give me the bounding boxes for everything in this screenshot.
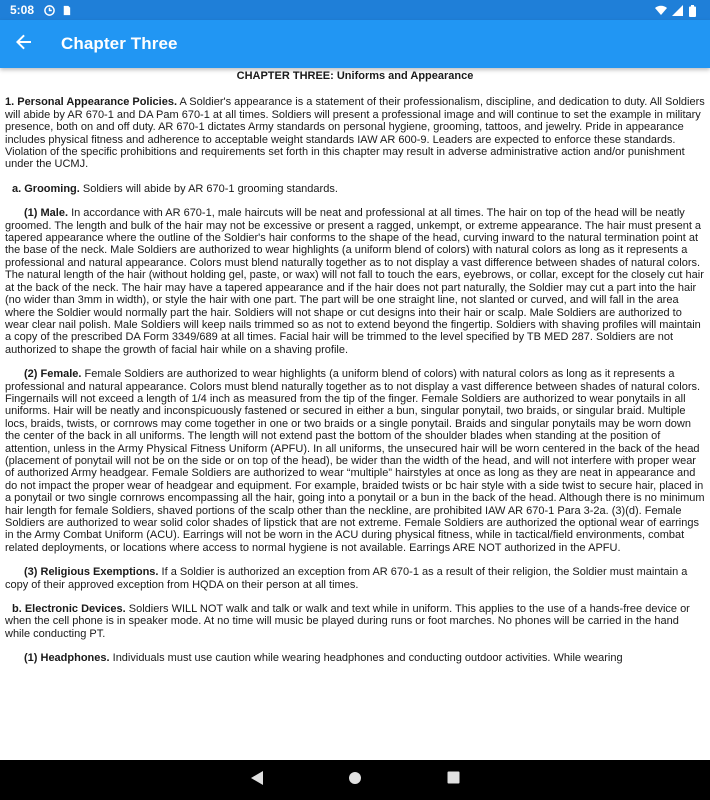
paragraph-female <box>5 368 705 554</box>
paragraph-religious-exemptions <box>5 566 705 591</box>
paragraph-headphones <box>5 652 705 664</box>
battery-icon <box>689 5 700 16</box>
system-nav-bar <box>0 760 710 800</box>
paragraph-label: (3) Religious Exemptions. <box>24 566 159 579</box>
paragraph-text: Individuals must use caution while wearing headphones and conducting outdoor activities. While wearing <box>109 652 623 665</box>
nav-back-button[interactable] <box>247 770 267 790</box>
document-heading: CHAPTER THREE: Uniforms and Appearance <box>236 70 474 82</box>
signal-icon <box>672 5 683 16</box>
paragraph-text: A Soldier's appearance is a statement of their professionalism, discipline, and dedication to duty. All Soldiers will abide by AR 670-1 and DA Pam 670-1 at all times. Soldiers will present a professional image and will continue to set the example in military presence, both on and off duty. AR 670-1 dictates Army standards on personal hygiene, grooming, tattoos, and jewelry. Pride in appearance includes physical fitness and adherence to acceptable weight standards IAW AR 600-9. Leaders are expected to enforce these standards. Violation of the specific prohibitions and requirements set forth in this chapter may result in adverse administrative action and/or punishment under the UCMJ. <box>5 96 705 171</box>
arrow-back-icon <box>16 34 32 55</box>
sd-card-icon <box>61 5 72 16</box>
paragraph-text: Soldiers will abide by AR 670-1 grooming standards. <box>79 182 338 195</box>
paragraph-label: (1) Headphones. <box>24 652 110 665</box>
paragraph-label: (2) Female. <box>24 368 82 381</box>
paragraph-label: 1. Personal Appearance Policies. <box>5 96 178 109</box>
nav-home-icon <box>348 771 362 790</box>
sync-icon <box>44 5 55 16</box>
paragraph-text: If a Soldier is authorized an exception from AR 670-1 as a result of their religion, the Soldier must maintain a copy of their approved exception from HQDA on their person at all times. <box>5 566 688 591</box>
paragraph-electronic-devices <box>5 603 705 640</box>
paragraph-label: (1) Male. <box>24 207 69 220</box>
nav-recents-button[interactable] <box>443 770 463 790</box>
status-bar <box>0 0 710 20</box>
wifi-icon <box>655 5 666 16</box>
paragraph-label: a. Grooming. <box>12 182 80 195</box>
paragraph-personal-appearance <box>5 96 705 170</box>
paragraph-male <box>5 207 705 356</box>
document-scroll-view[interactable] <box>0 68 710 760</box>
paragraph-text: Soldiers WILL NOT walk and talk or walk and text while in uniform. This applies to the use of a hands-free device or when the cell phone is in speaker mode. At no time will music be played during runs or foot marches. No phones will be carried in the hand while conducting PT. <box>5 603 690 640</box>
paragraph-text: In accordance with AR 670-1, male haircuts will be neat and professional at all times. The hair on top of the head will be neatly groomed. The length and bulk of the hair may not be excessive or present a ragged, unkempt, or extreme appearance. The hair must present a tapered appearance where the outline of the Soldier's hair conforms to the shape of the head, curving inward to the natural termination point at the base of the neck. Male Soldiers are authorized to wear highlights (a uniform blend of colors) with natural colors as long as it represents a professional and natural appearance. Colors must blend naturally together as to not display a vast difference between shades of natural colors. The natural length of the hair (without holding gel, paste, or wax) will not fall to touch the ears, eyebrows, or collar, except for the closely cut hair at the back of the neck. The hair may have a tapered appearance and if the hair does not part naturally, the Soldier may cut a part into the hair (no wider than 3mm in width), or style the hair with one part. The part will be one straight line, not slanted or curved, and will fall in the area where the Soldier would normally part the hair. Soldiers will not shape or cut designs into their hair or scalp. Male Soldiers are authorized to wear clear nail polish. Male Soldiers will keep nails trimmed so as not to extend beyond the fingertip. Soldiers with shaving profiles will maintain a copy of the prescribed DA Form 3349/689 at all times. Facial hair will be trimmed to the level specified by TB MED 287. Soldiers are not authorized to shape the growth of facial hair while on a shaving profile. <box>5 207 704 356</box>
app-title: Chapter Three <box>61 34 178 53</box>
status-time: 5:08 <box>10 3 35 17</box>
nav-home-button[interactable] <box>345 770 365 790</box>
nav-recents-icon <box>447 771 460 789</box>
back-button[interactable] <box>0 20 48 68</box>
paragraph-label: b. Electronic Devices. <box>12 603 126 616</box>
paragraph-text: Female Soldiers are authorized to wear highlights (a uniform blend of colors) with natural colors as long as it represents a professional and natural appearance. Colors must blend naturally together as to not display a vast difference between shades of natural colors. Fingernails will not exceed a length of 1/4 inch as measured from the tip of the finger. Female Soldiers are authorized to wear ponytails in all uniforms. Hair will be neatly and inconspicuously fastened or secured in either a bun, singular ponytail, two braids, or singular braid. Multiple locs, braids, twists, or cornrows may come together in one or two braids or a single ponytail. Braids and singular ponytails may be worn down the center of the back in all uniforms. The length will not extend past the bottom of the shoulder blades when standing at the position of attention, unless in the Army Physical Fitness Uniform (APFU). In all uniforms, the unsecured hair will be worn centered in the back of the head (placement of ponytail will not be on the side or on top of the head), be wider than the width of the head, and will not interfere with proper wear of authorized Army headgear. Female Soldiers are authorized to wear “multiple” hairstyles at once as long as they are neat in appearance and do not impact the proper wear of headgear and equipment. For example, braided twists or bc hair style with a side twist to secure hair, placed in a ponytail or two single cornrows encompassing all the hair, going into a ponytail or a bun in the back of the head. Although there is no minimum hair length for female Soldiers, shaved portions of the scalp other than the neckline, are prohibited IAW AR 670-1 Para 3-2a. (3)(d). Female Soldiers are authorized to wear solid color shades of lipstick that are not extreme. Female Soldiers are authorized the optional wear of earrings in the Army Combat Uniform (ACU). Earrings will not be worn in the ACU during physical fitness, while in tactical/field environments, combat related deployments, or locations where access to normal hygiene is not available. Earrings ARE NOT authorized in the APFU. <box>5 368 705 554</box>
paragraph-grooming <box>5 183 705 195</box>
app-bar <box>0 20 710 68</box>
nav-back-icon <box>250 770 264 791</box>
